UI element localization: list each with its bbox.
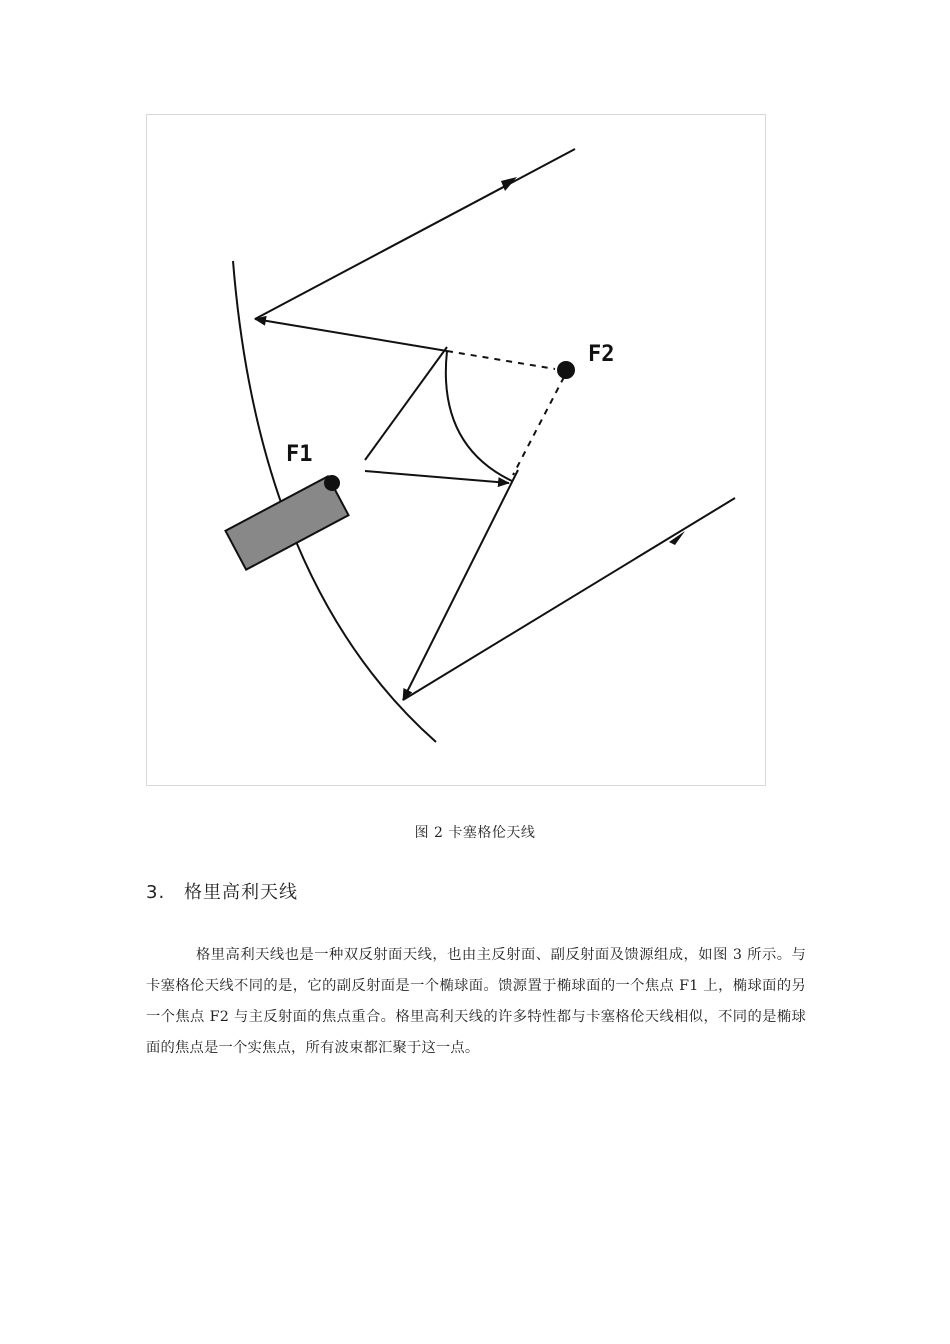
body-paragraph: 格里高利天线也是一种双反射面天线，也由主反射面、副反射面及馈源组成，如图 3 所示。与卡塞格伦天线不同的是，它的副反射面是一个椭球面。馈源置于椭球面的一个焦点 F1 上，椭球面的另一个焦点 F2 与主反射面的焦点重合。格里高利天线的许多特性都与卡塞格伦天线相似，不同的是椭球面的焦点是一个实焦点，所有波束都汇聚于这一点。 [146,947,806,1056]
sub-reflector [446,351,512,481]
ray-upper-reflected [255,319,447,351]
section-title: 格里高利天线 [184,882,298,903]
section-heading [146,878,298,904]
dashed-line-upper [447,351,555,369]
label-f2: F2 [588,342,615,367]
cassegrain-diagram [147,115,767,787]
section-number: 3. [146,882,166,903]
focus-f2-dot [557,361,575,379]
antenna-figure [146,114,766,786]
ray-lower-feed [365,471,509,483]
figure-caption: 图 2 卡塞格伦天线 [414,825,536,841]
label-f1: F1 [286,442,313,467]
dashed-line-lower [513,377,564,475]
ray-upper-feed [365,347,447,460]
ray-upper-out [255,149,575,319]
ray-upper-out-arrow [501,177,517,191]
focus-f1-dot [324,475,340,491]
